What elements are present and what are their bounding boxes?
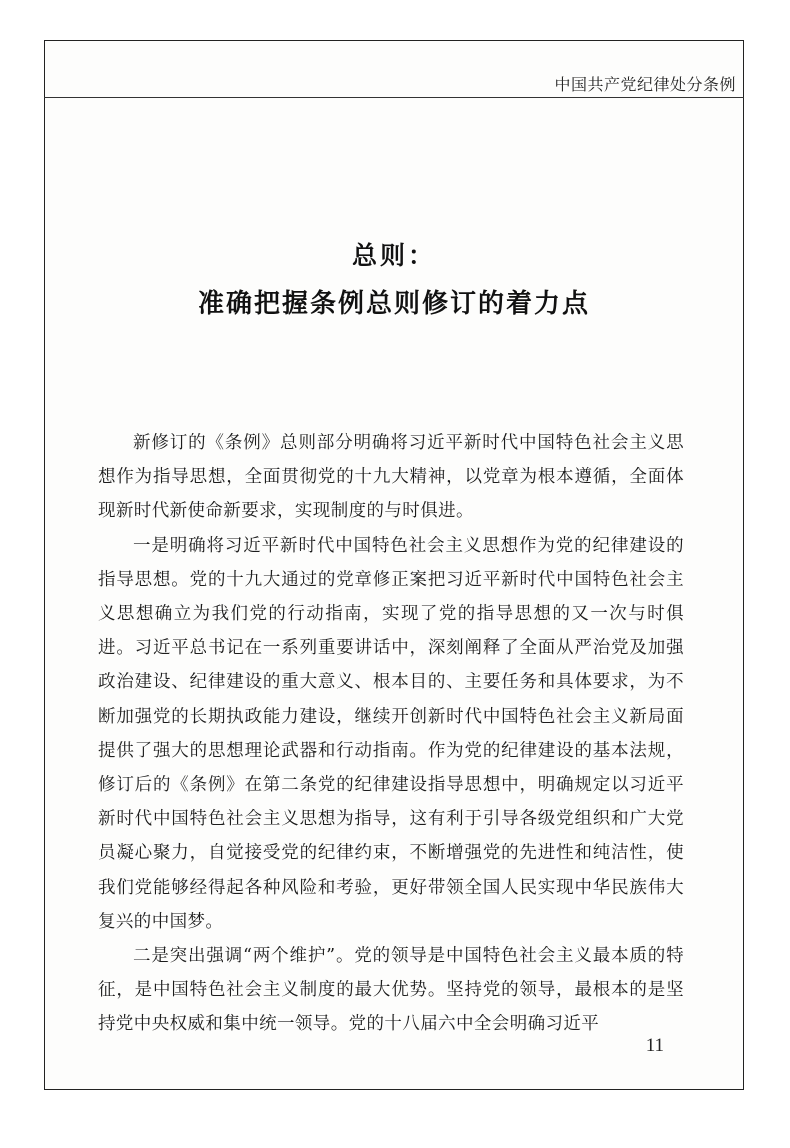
page-number: 11 [645,1035,664,1056]
paragraph: 一是明确将习近平新时代中国特色社会主义思想作为党的纪律建设的指导思想。党的十九大通过的党章修正案把习近平新时代中国特色社会主义思想确立为我们党的行动指南，实现了党的指导思想的又一次与时俱进。习近平总书记在一系列重要讲话中，深刻阐释了全面从严治党及加强政治建设、纪律建设的重大意义、根本目的、主要任务和具体要求，为不断加强党的长期执政能力建设，继续开创新时代中国特色社会主义新局面提供了强大的思想理论武器和行动指南。作为党的纪律建设的基本法规，修订后的《条例》在第二条党的纪律建设指导思想中，明确规定以习近平新时代中国特色社会主义思想为指导，这有利于引导各级党组织和广大党员凝心聚力，自觉接受党的纪律约束，不断增强党的先进性和纯洁性，使我们党能够经得起各种风险和考验，更好带领全国人民实现中华民族伟大复兴的中国梦。 [98,535,684,932]
running-header: 中国共产党纪律处分条例 [554,75,736,94]
section-title: 准确把握条例总则修订的着力点 [197,289,590,319]
header-rule [44,97,744,98]
section-title-prefix: 总则： [351,241,436,270]
paragraph: 新修订的《条例》总则部分明确将习近平新时代中国特色社会主义思想作为指导思想，全面贯彻党的十九大精神，以党章为根本遵循，全面体现新时代新使命新要求，实现制度的与时俱进。 [98,433,684,522]
paragraph: 二是突出强调“两个维护”。党的领导是中国特色社会主义最本质的特征，是中国特色社会主义制度的最大优势。坚持党的领导，最根本的是坚持党中央权威和集中统一领导。党的十八届六中全会明确习近平 [98,946,684,1035]
body-text [98,426,684,1042]
